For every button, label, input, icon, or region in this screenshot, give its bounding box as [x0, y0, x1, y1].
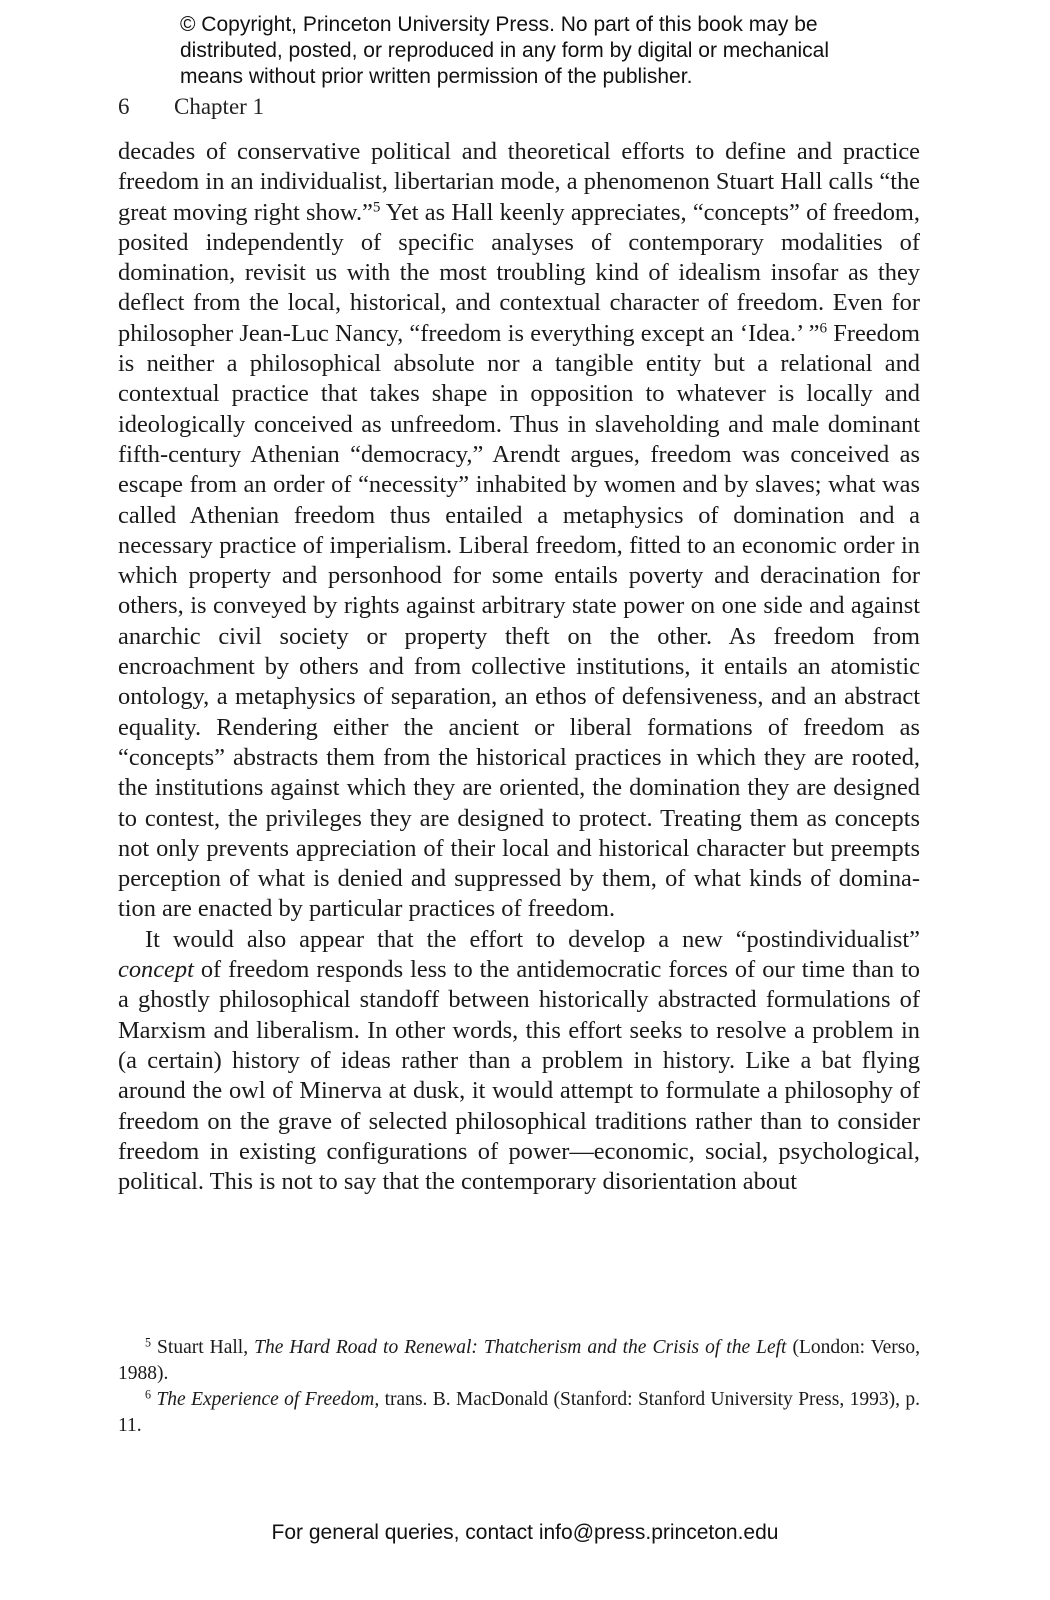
footnote-ref-5[interactable]: 5 — [372, 199, 381, 216]
paragraph-2-part-a: It would also appear that the effort to develop a new “postindividualist” — [145, 925, 920, 953]
paragraph-1-part-c: Freedom is neither a philosophical absolute nor a tangible entity but a relational and contextual practice that takes shape in opposition to whatever is locally and ideologically conceived as unfreedom. Thus in slaveholding and male dominant fifth-century Athenian “democracy,” Arendt argues, freedom was conceived as escape from an order of “necessity” inhabited by women and by slaves; what was called Athenian freedom thus entailed a metaphysics of domination and a necessary practice of imperialism. Liberal freedom, fitted to an economic order in which property and personhood for some entails poverty and deracination for others, is conveyed by rights against arbitrary state power on one side and against anarchic civil society or property theft on the other. As freedom from encroachment by others and from collective institutions, it entails an atomistic ontology, a metaphysics of separation, an ethos of defensiveness, and an abstract equality. Rendering either the ancient or liberal formations of freedom as “concepts” abstracts them from the historical practices in which they are rooted, the institutions against which they are oriented, the domination they are designed to contest, the privileges they are designed to protect. Treating them as concepts not only prevents appreciation of their local and historical character but preempts perception of what is denied and suppressed by them, of what kinds of domination are enacted by particular practices of freedom. — [118, 319, 920, 923]
footnote-5-title: The Hard Road to Renewal: Thatcherism and the Crisis of the Left — [254, 1337, 787, 1358]
footer-contact: For general queries, contact info@press.princeton.edu — [271, 1521, 779, 1544]
copyright-line-1: © Copyright, Princeton University Press. No part of this book may be — [180, 13, 818, 36]
footnote-6-post: trans. B. MacDonald (Stanford: Stanford University Press, 1993), p. 11. — [118, 1389, 920, 1436]
footnote-5-post: (London: Verso, 1988). — [118, 1337, 921, 1384]
page-number: 6 — [118, 94, 130, 119]
copyright-line-2: distributed, posted, or reproduced in any form by digital or mechanical — [180, 39, 830, 62]
footnotes — [118, 1335, 920, 1439]
running-head — [118, 94, 264, 120]
footnote-6-number: 6 — [145, 1387, 152, 1402]
footnote-5 — [118, 1335, 920, 1387]
footnote-5-pre: Stuart Hall, — [151, 1337, 255, 1358]
paragraph-1-part-a: decades of conservative political and theoretical efforts to define and practice freedom in an individualist, libertarian mode, a phenomenon Stuart Hall calls “the great moving right show.” — [118, 138, 920, 226]
copyright-line-3: means without prior written permission of the publisher. — [180, 65, 693, 88]
paragraph-2-emphasis: concept — [118, 956, 194, 984]
body-text — [118, 137, 920, 1197]
footnote-6-title: The Experience of Freedom, — [156, 1389, 380, 1410]
paragraph-2-part-b: of freedom responds less to the antidemocratic forces of our time than to a ghostly philosophical standoff between historically abstracted formulations of Marxism and liberalism. In other words, this effort seeks to resolve a problem in (a certain) history of ideas rather than a problem in history. Like a bat flying around the owl of Minerva at dusk, it would attempt to formulate a philosophy of freedom on the grave of selected philosophical traditions rather than to consider freedom in existing configurations of power—economic, social, psychological, political. This is not to say that the contemporary disorientation about — [118, 956, 920, 1196]
copyright-notice — [180, 12, 900, 90]
paragraph-1-part-b: Yet as Hall keenly appreciates, “concepts” of freedom, posited independently of specific analyses of contemporary modalities of domination, revisit us with the most troubling kind of idealism insofar as they deflect from the local, historical, and contextual character of freedom. Even for philosopher Jean-Luc Nancy, “freedom is everything except an ‘Idea.’ ” — [118, 198, 920, 347]
paragraph-2 — [118, 925, 920, 1198]
chapter-title: Chapter 1 — [174, 94, 265, 119]
paragraph-1 — [118, 137, 920, 925]
footnote-6 — [118, 1387, 920, 1439]
footnote-ref-6[interactable]: 6 — [819, 320, 828, 337]
footnote-5-number: 5 — [145, 1335, 152, 1350]
